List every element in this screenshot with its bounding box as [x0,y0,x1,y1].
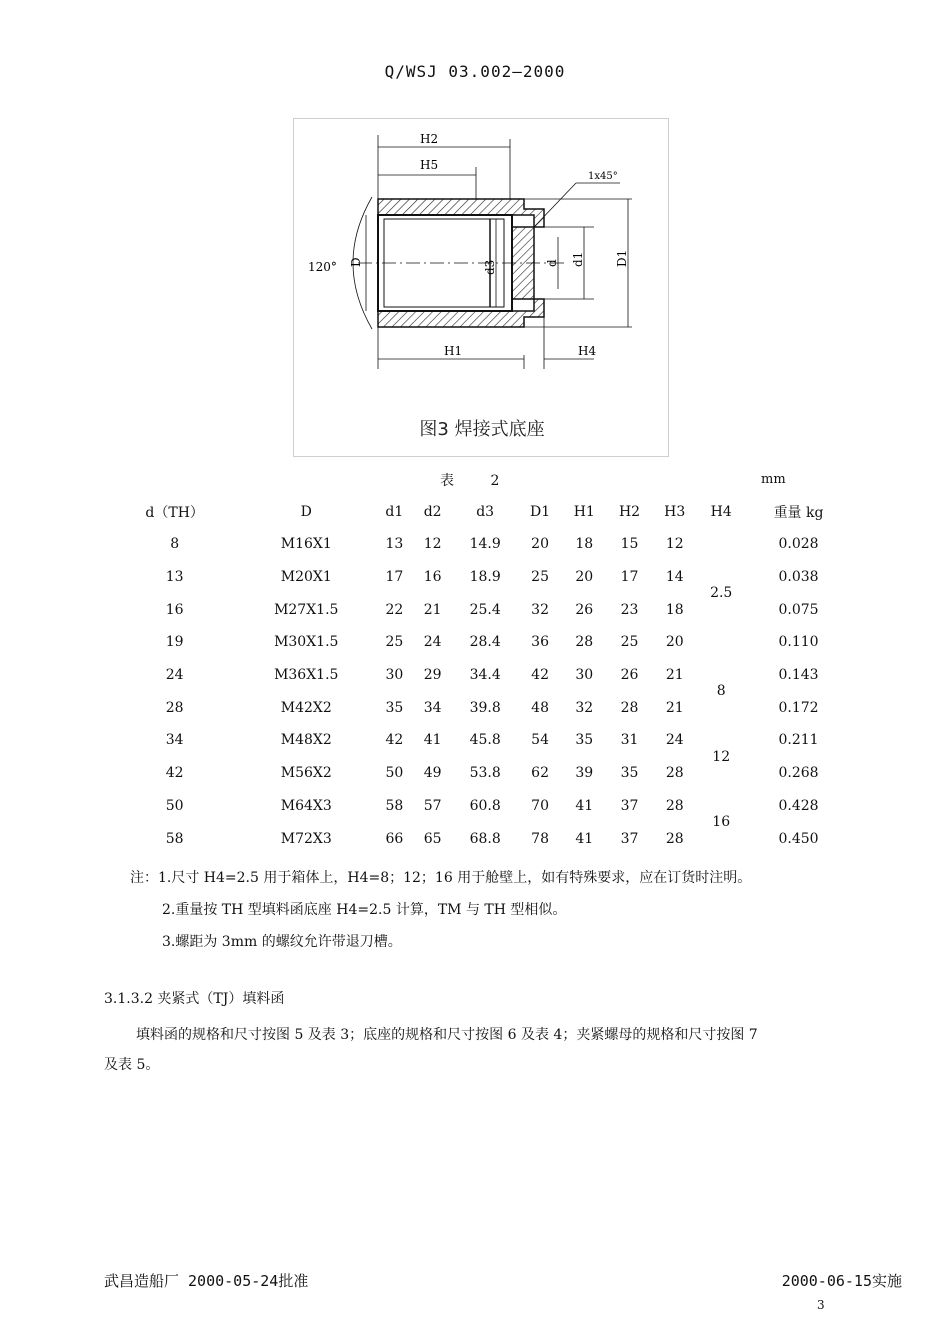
table-cell: 41 [575,830,594,847]
table-cell: 14.9 [469,536,501,553]
weight-cell: 0.143 [778,667,819,684]
table-cell: 35 [620,765,639,782]
table-cell: 15 [620,536,639,553]
table-unit: mm [761,472,786,487]
header-cell: D [300,504,312,520]
table-cell: 42 [531,667,549,684]
angle-label: 120° [308,260,337,274]
table-cell: 78 [531,830,549,847]
h4-cell: 16 [712,814,731,831]
table-cell: 20 [665,634,684,651]
table-cell: 26 [575,601,594,618]
table-cell: M20X1 [280,569,332,586]
h4-label: H4 [578,344,597,358]
table-cell: 50 [385,765,404,782]
table-cell: 20 [531,536,549,553]
weight-cell: 0.450 [778,830,819,847]
h4-cell: 8 [716,683,726,700]
h4-cell: 2.5 [710,585,733,602]
header-cell: d（TH） [145,505,204,521]
table-cell: 34 [423,699,442,716]
table-cell: 37 [620,797,639,814]
spec-table [112,496,852,855]
header-cell: H2 [618,504,641,520]
table-cell: 17 [385,569,404,586]
table-cell: M48X2 [280,732,332,749]
table-cell: 68.8 [469,830,501,847]
table-row [112,724,852,757]
table-cell: 66 [385,830,404,847]
table-cell: 70 [531,797,549,814]
d3-label: d3 [483,259,497,275]
section-paragraph [104,1020,864,1080]
table-cell: 41 [423,732,442,749]
table-cell: 41 [575,797,594,814]
weight-cell: 0.268 [778,765,819,782]
header-cell: d2 [423,504,442,520]
header-cell: d3 [476,504,495,520]
table-cell: 23 [620,601,639,618]
table-cell: M64X3 [280,797,332,814]
table-cell: 25 [385,634,404,651]
table-cell: 48 [531,699,549,716]
table-cell: 35 [575,732,594,749]
table-cell: 30 [385,667,404,684]
table-cell: 18.9 [469,569,501,586]
table-cell: 60.8 [469,797,501,814]
table-cell: 50 [165,797,184,814]
table-cell: 25.4 [469,601,501,618]
weight-cell: 0.075 [778,601,819,618]
weight-cell: 0.038 [778,569,819,586]
table-cell: 21 [665,699,684,716]
table-title: 表 2 [440,473,516,489]
table-cell: 39 [575,765,594,782]
weight-cell: 0.428 [778,797,819,814]
table-cell: 32 [575,699,594,716]
table-cell: 54 [531,732,549,749]
footer-implementation: 2000-06-15实施 [781,1272,902,1290]
table-cell: 13 [385,536,404,553]
table-cell: M27X1.5 [274,601,339,618]
table-cell: 17 [620,569,639,586]
table-cell: 57 [423,797,442,814]
header-cell: H4 [710,504,732,520]
footer-approval: 武昌造船厂 2000-05-24批准 [104,1272,309,1290]
table-cell: 39.8 [469,699,501,716]
table-cell: 16 [423,569,442,586]
weight-cell: 0.110 [778,634,819,651]
table-cell: 29 [423,667,442,684]
table-cell: 35 [385,699,404,716]
h1-label: H1 [444,344,463,358]
table-cell: 28 [165,699,184,716]
table-cell: 22 [385,601,404,618]
D1-label: D1 [615,249,629,267]
table-cell: 53.8 [469,765,501,782]
note-2: 2.重量按 TH 型填料函底座 H4=2.5 计算，TM 与 TH 型相似。 [162,902,567,918]
table-cell: 42 [165,765,184,782]
table-cell: 31 [620,732,639,749]
table-cell: M16X1 [280,536,332,553]
header-cell: d1 [385,504,404,520]
table-cell: 12 [665,536,684,553]
table-cell: 18 [575,536,594,553]
table-cell: 19 [165,634,184,651]
D-label: D [349,257,363,267]
table-cell: 24 [165,667,184,684]
weight-cell: 0.211 [778,732,819,749]
h4-cell: 12 [712,748,731,765]
table-cell: 28 [665,830,684,847]
table-cell: 14 [665,569,684,586]
table-cell: 28.4 [469,634,501,651]
table-cell: 25 [620,634,639,651]
figure-drawing [293,118,669,457]
table-cell: 49 [423,765,442,782]
paragraph-line-1: 填料函的规格和尺寸按图 5 及表 3；底座的规格和尺寸按图 6 及表 4；夹紧螺母的规格和尺寸按图 7 [136,1027,758,1043]
paragraph-line-2: 及表 5。 [104,1057,160,1073]
table-cell: 62 [531,765,549,782]
table-cell: 25 [531,569,549,586]
chamfer-label: 1x45° [588,171,618,182]
table-cell: 26 [620,667,639,684]
section-heading: 3.1.3.2 夹紧式（TJ）填料函 [104,991,285,1007]
header-cell: H3 [664,504,686,520]
table-cell: M36X1.5 [274,667,339,684]
d1-label: d1 [571,251,585,267]
table-cell: M30X1.5 [274,634,339,651]
table-cell: 34 [165,732,184,749]
table-cell: 28 [665,765,684,782]
table-cell: 21 [423,601,442,618]
table-cell: M42X2 [280,699,332,716]
table-notes [130,862,751,958]
table-cell: 13 [165,569,184,586]
weight-cell: 0.028 [778,536,819,553]
table-cell: 30 [575,667,594,684]
table-body [112,528,852,855]
figure-caption: 图3 焊接式底座 [419,419,545,440]
table-cell: 36 [531,634,549,651]
table-cell: M72X3 [280,830,332,847]
header-cell: D1 [530,504,551,520]
table-cell: 34.4 [469,667,501,684]
header-cell: 重量 kg [773,505,824,521]
header-cell: H1 [573,504,595,520]
weight-cell: 0.172 [778,699,819,716]
table-cell: 58 [165,830,184,847]
table-cell: 37 [620,830,639,847]
table-cell: M56X2 [280,765,332,782]
note-1: 注：1.尺寸 H4=2.5 用于箱体上，H4=8；12；16 用于舱壁上，如有特殊要求，应在订货时注明。 [130,870,752,886]
h2-label: H2 [420,132,439,146]
table-cell: 28 [665,797,684,814]
table-cell: 12 [423,536,442,553]
table-cell: 42 [385,732,404,749]
table-cell: 65 [423,830,442,847]
table-cell: 16 [165,601,184,618]
table-row [112,528,852,561]
table-cell: 32 [531,601,549,618]
technical-drawing [294,119,670,458]
table-cell: 28 [620,699,639,716]
table-cell: 28 [575,634,594,651]
table-cell: 45.8 [469,732,501,749]
table-header-row [112,496,852,528]
table-cell: 18 [665,601,684,618]
table-cell: 20 [575,569,594,586]
note-3: 3.螺距为 3mm 的螺纹允许带退刀槽。 [162,934,402,950]
h5-label: H5 [420,158,439,172]
document-code: Q/WSJ 03.002—2000 [384,62,566,81]
table-cell: 8 [170,536,180,553]
table-cell: 21 [665,667,684,684]
table-row [112,659,852,692]
d-label: d [545,259,559,267]
table-row [112,790,852,823]
page-number: 3 [817,1298,825,1312]
table-cell: 58 [385,797,404,814]
table-cell: 24 [665,732,684,749]
table-cell: 24 [423,634,442,651]
